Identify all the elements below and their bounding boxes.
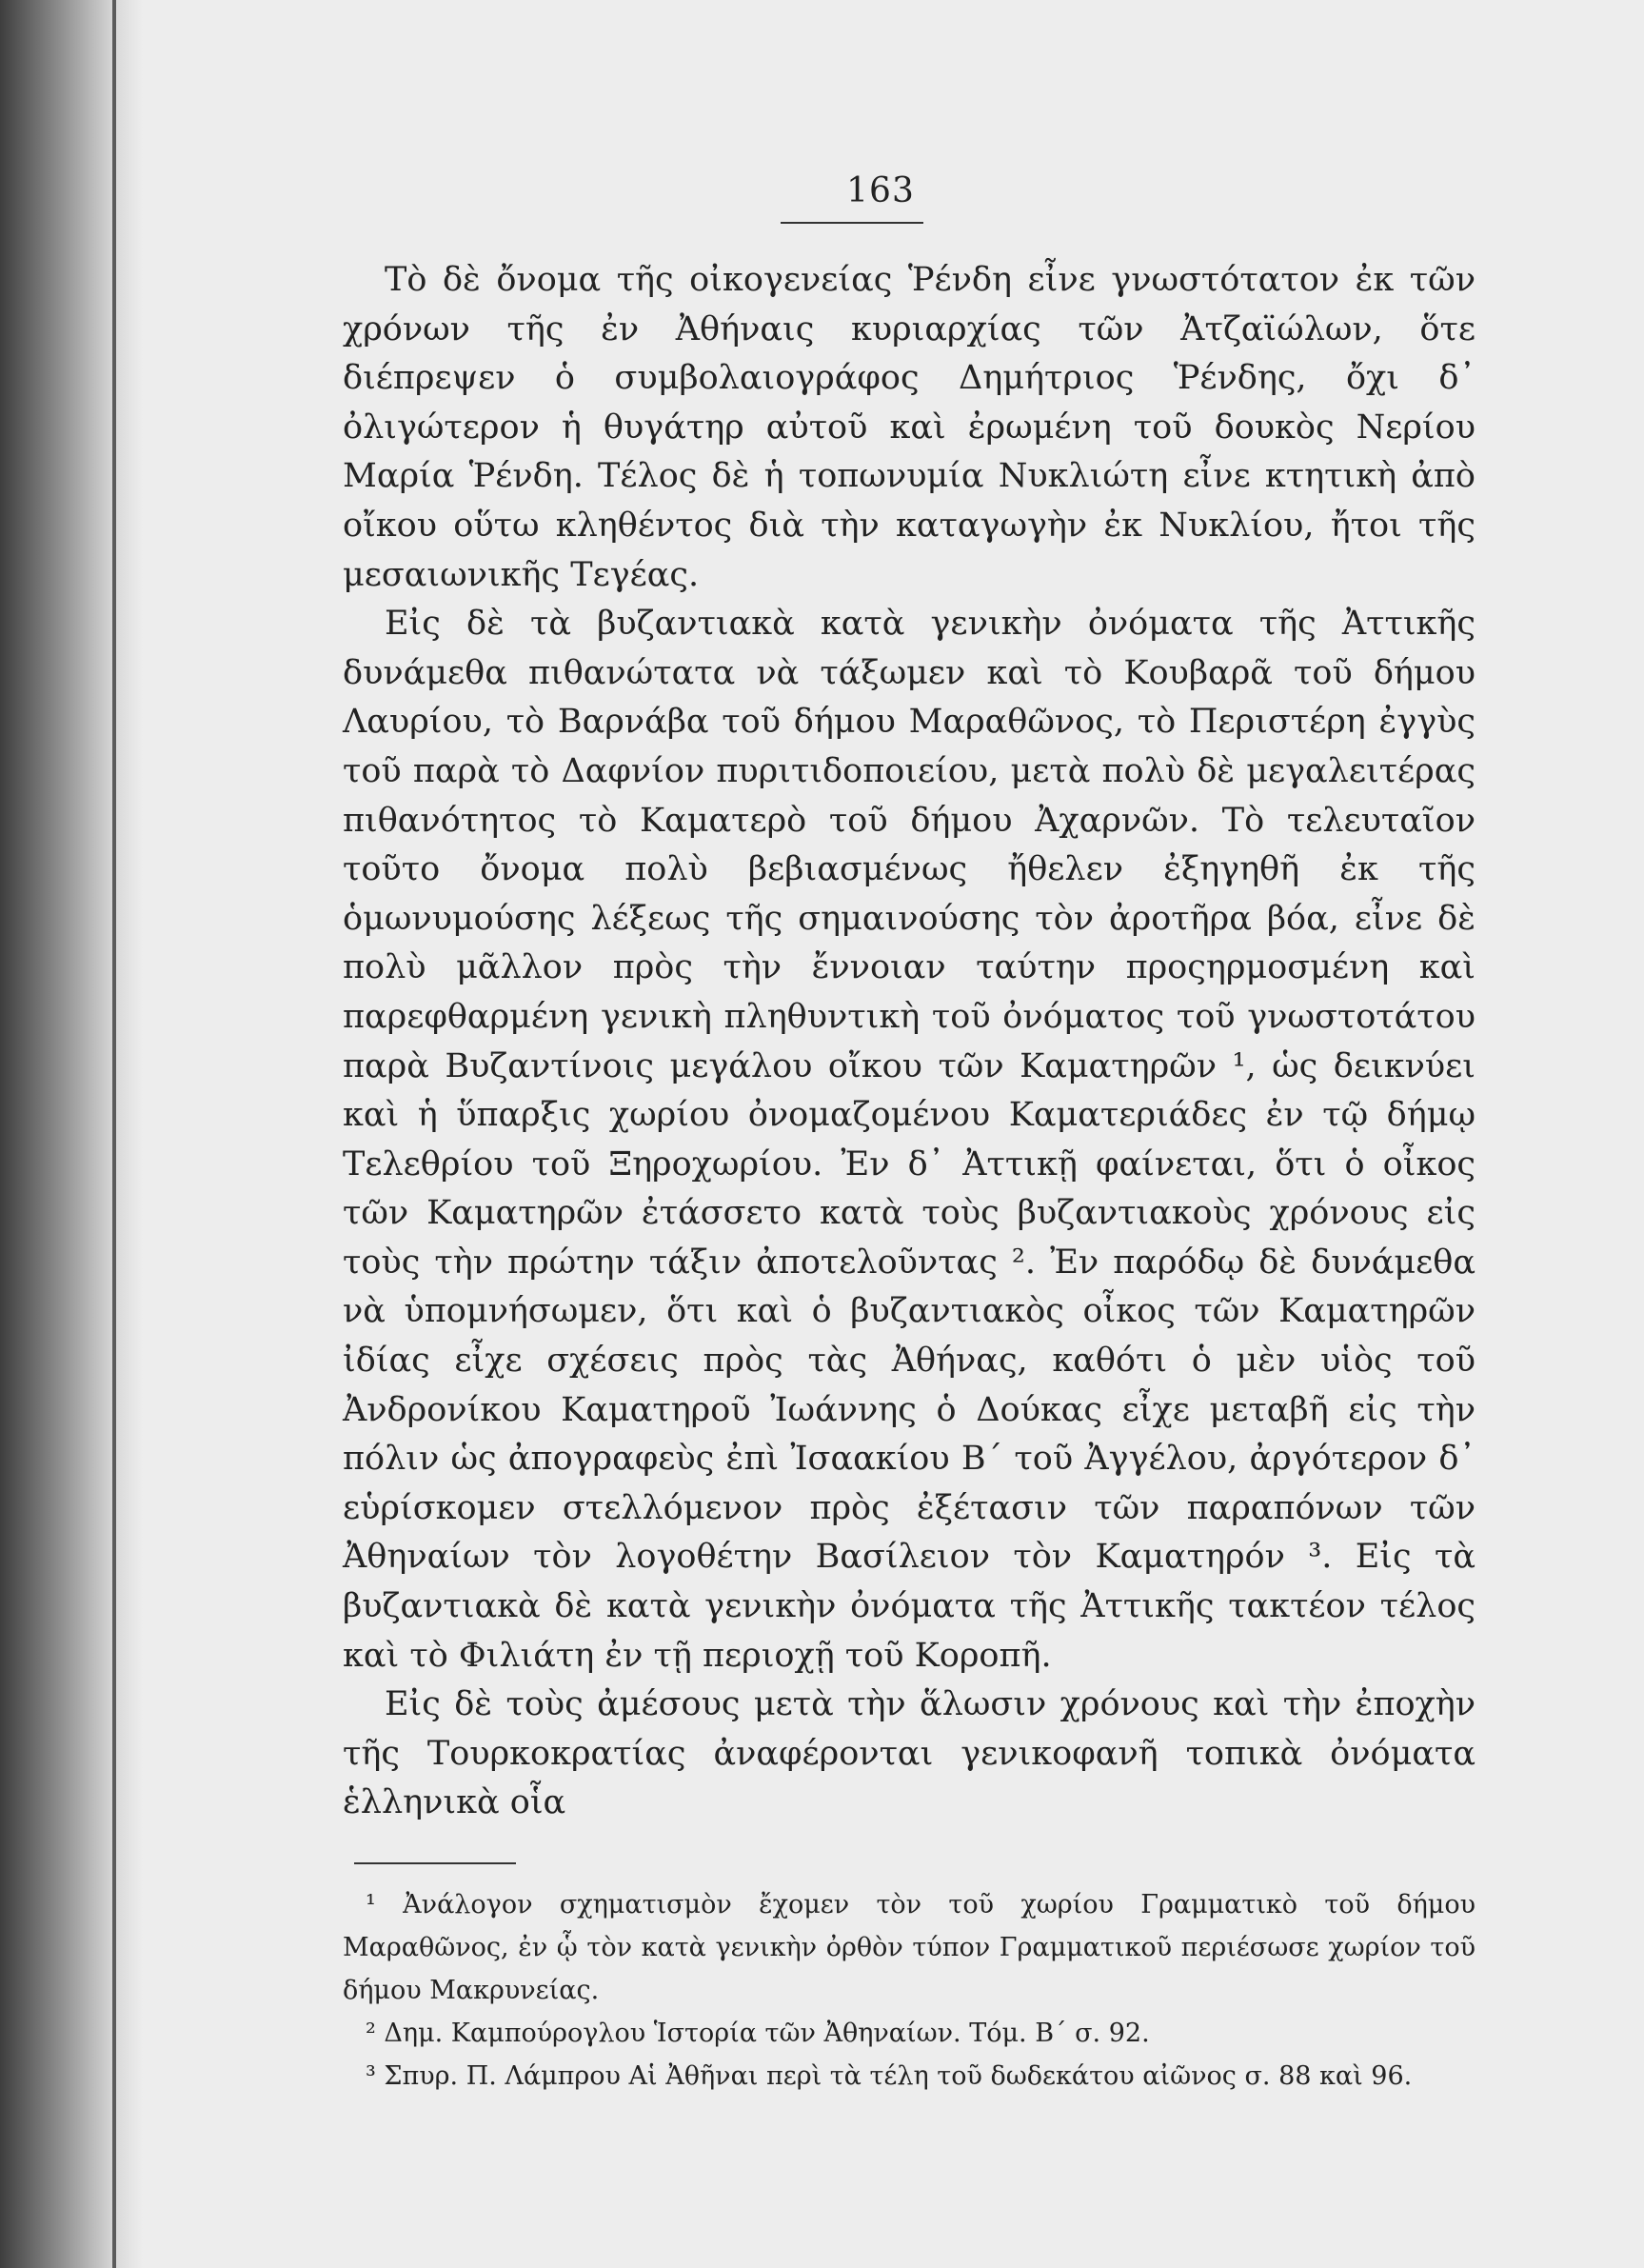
footnote: ¹ Ἀνάλογον σχηματισμὸν ἔχομεν τὸν τοῦ χωρίου Γραμματικὸ τοῦ δήμου Μαραθῶνος, ἐν ᾧ τὸν κατὰ γενικὴν ὀρθὸν τύπον Γραμματικοῦ περιέσωσε χωρίον τοῦ δήμου Μακρυνείας. — [343, 1890, 1476, 2005]
paragraph: Τὸ δὲ ὄνομα τῆς οἰκογενείας Ῥένδη εἶνε γνωστότατον ἐκ τῶν χρόνων τῆς ἐν Ἀθήναις κυριαρχίας τῶν Ἀτζαϊώλων, ὅτε διέπρεψεν ὁ συμβολαιογράφος Δημήτριος Ῥένδης, ὄχι δ᾽ ὀλιγώτερον ἡ θυγάτηρ αὐτοῦ καὶ ἐρωμένη τοῦ δουκὸς Νερίου Μαρία Ῥένδη. Τέλος δὲ ἡ τοπωνυμία Νυκλιώτη εἶνε κτητικὴ ἀπὸ οἴκου οὕτω κληθέντος διὰ τὴν καταγωγὴν ἐκ Νυκλίου, ἤτοι τῆς μεσαιωνικῆς Τεγέας. — [343, 261, 1476, 594]
binding-shadow — [0, 0, 143, 2268]
header-rule — [781, 222, 923, 224]
footnotes — [343, 1883, 1476, 2098]
footnote-rule — [354, 1862, 516, 1864]
body-text — [343, 256, 1476, 1828]
footnote: ³ Σπυρ. Π. Λάμπρου Αἱ Ἀθῆναι περὶ τὰ τέλη τοῦ δωδεκάτου αἰῶνος σ. 88 καὶ 96. — [366, 2061, 1413, 2091]
paragraph: Εἰς δὲ τὰ βυζαντιακὰ κατὰ γενικὴν ὀνόματα τῆς Ἀττικῆς δυνάμεθα πιθανώτατα νὰ τάξωμεν καὶ τὸ Κουβαρᾶ τοῦ δήμου Λαυρίου, τὸ Βαρνάβα τοῦ δήμου Μαραθῶνος, τὸ Περιστέρη ἐγγὺς τοῦ παρὰ τὸ Δαφνίον πυριτιδοποιείου, μετὰ πολὺ δὲ μεγαλειτέρας πιθανότητος τὸ Καματερὸ τοῦ δήμου Ἀχαρνῶν. Τὸ τελευταῖον τοῦτο ὄνομα πολὺ βεβιασμένως ἤθελεν ἐξηγηθῆ ἐκ τῆς ὁμωνυμούσης λέξεως τῆς σημαινούσης τὸν ἀροτῆρα βόα, εἶνε δὲ πολὺ μᾶλλον πρὸς τὴν ἔννοιαν ταύτην προςηρμοσμένη καὶ παρεφθαρμένη γενικὴ πληθυντικὴ τοῦ ὀνόματος τοῦ γνωστοτάτου παρὰ Βυζαντίνοις μεγάλου οἴκου τῶν Καματηρῶν ¹, ὡς δεικνύει καὶ ἡ ὕπαρξις χωρίου ὀνομαζομένου Καματεριάδες ἐν τῷ δήμῳ Τελεθρίου τοῦ Ξηροχωρίου. Ἐν δ᾽ Ἀττικῇ φαίνεται, ὅτι ὁ οἶκος τῶν Καματηρῶν ἐτάσσετο κατὰ τοὺς βυζαντιακοὺς χρόνους εἰς τοὺς τὴν πρώτην τάξιν ἀποτελοῦντας ². Ἐν παρόδῳ δὲ δυνάμεθα νὰ ὑπομνήσωμεν, ὅτι καὶ ὁ βυζαντιακὸς οἶκος τῶν Καματηρῶν ἰδίας εἶχε σχέσεις πρὸς τὰς Ἀθήνας, καθότι ὁ μὲν υἱὸς τοῦ Ἀνδρονίκου Καματηροῦ Ἰωάννης ὁ Δούκας εἶχε μεταβῆ εἰς τὴν πόλιν ὡς ἀπογραφεὺς ἐπὶ Ἰσαακίου Β΄ τοῦ Ἀγγέλου, ἀργότερον δ᾽ εὑρίσκομεν στελλόμενον πρὸς ἐξέτασιν τῶν παραπόνων τῶν Ἀθηναίων τὸν λογοθέτην Βασίλειον τὸν Καματηρόν ³. Εἰς τὰ βυζαντιακὰ δὲ κατὰ γενικὴν ὀνόματα τῆς Ἀττικῆς τακτέον τέλος καὶ τὸ Φιλιάτη ἐν τῇ περιοχῇ τοῦ Κοροπῆ. — [343, 605, 1476, 1675]
page-number: 163 — [846, 171, 915, 210]
spine-line — [112, 0, 116, 2268]
page-content — [343, 171, 1476, 2098]
paragraph: Εἰς δὲ τοὺς ἀμέσους μετὰ τὴν ἅλωσιν χρόνους καὶ τὴν ἐποχὴν τῆς Τουρκοκρατίας ἀναφέρονται γενικοφανῆ τοπικὰ ὀνόματα ἑλληνικὰ οἷα — [343, 1685, 1476, 1822]
footnote: ² Δημ. Καμπούρογλου Ἱστορία τῶν Ἀθηναίων. Τόμ. Β΄ σ. 92. — [366, 2019, 1150, 2048]
